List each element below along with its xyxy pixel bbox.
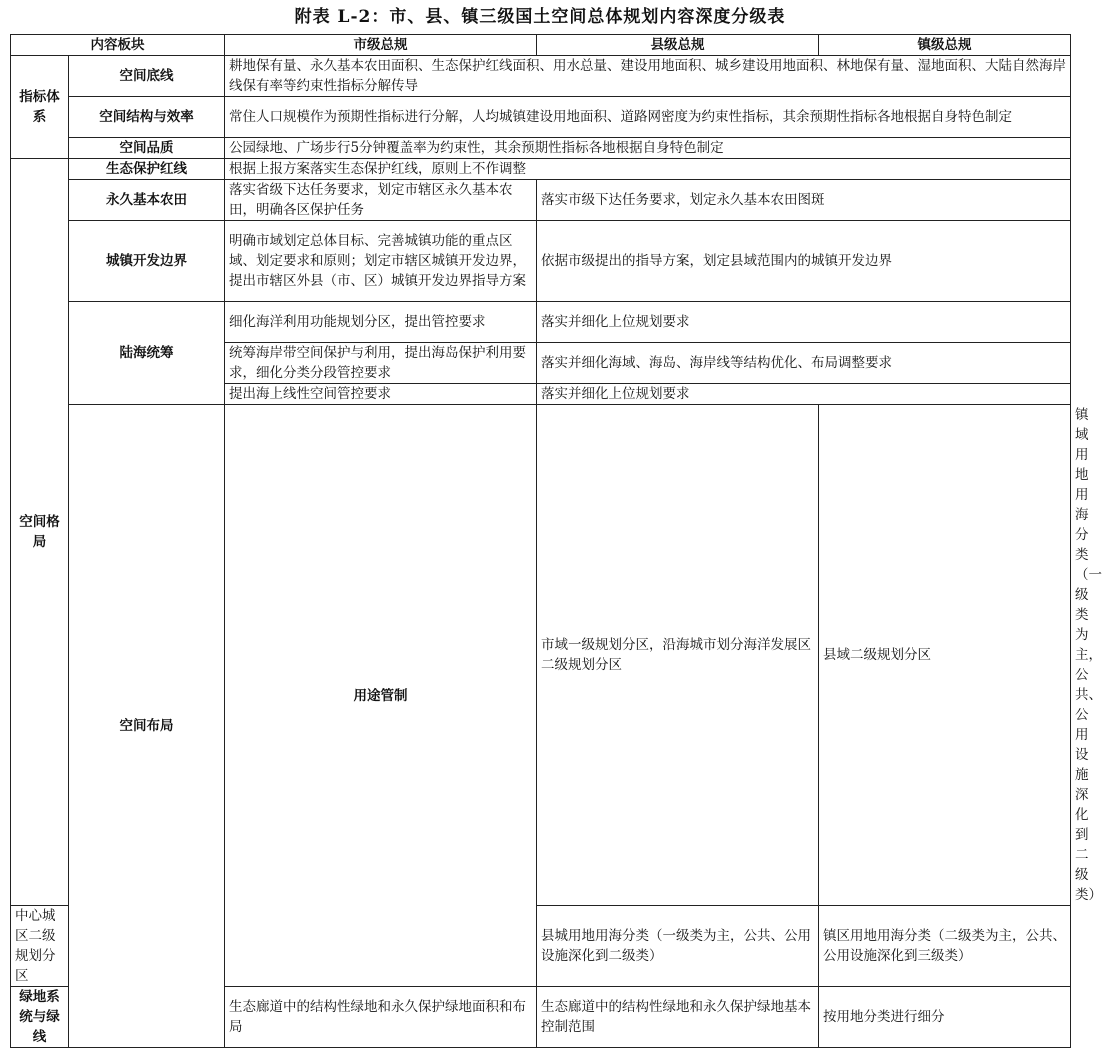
row-county-land-sea-3: 落实并细化上位规划要求 <box>537 384 1071 405</box>
table-row <box>11 221 1071 302</box>
row-text-space-bottomline: 耕地保有量、永久基本农田面积、生态保护红线面积、用水总量、建设用地面积、城乡建设用地面积、林地保有量、湿地面积、大陆自然海岸线保有率等约束性指标分解传导 <box>225 56 1071 97</box>
row-county-land-sea-1: 落实并细化上位规划要求 <box>537 302 1071 343</box>
row-county-use-control-1: 县域二级规划分区 <box>819 405 1071 906</box>
row-town-green-system: 按用地分类进行细分 <box>819 987 1071 1048</box>
header-content: 内容板块 <box>11 35 225 56</box>
planning-content-table <box>10 34 1102 1048</box>
category-layout: 空间布局 <box>69 405 225 1048</box>
table-row <box>11 159 1071 180</box>
row-label-urban-boundary: 城镇开发边界 <box>69 221 225 302</box>
row-county-urban-boundary: 依据市级提出的指导方案，划定县域范围内的城镇开发边界 <box>537 221 1071 302</box>
header-city: 市级总规 <box>225 35 537 56</box>
table-row <box>11 302 1071 343</box>
row-city-farmland: 落实省级下达任务要求，划定市辖区永久基本农田，明确各区保护任务 <box>225 180 537 221</box>
table-row <box>11 180 1071 221</box>
table-row <box>11 138 1071 159</box>
row-label-space-structure: 空间结构与效率 <box>69 97 225 138</box>
row-city-use-control-1: 市域一级规划分区，沿海城市划分海洋发展区二级规划分区 <box>537 405 819 906</box>
table-row <box>11 56 1071 97</box>
row-label-ecological-redline: 生态保护红线 <box>69 159 225 180</box>
row-city-land-sea-3: 提出海上线性空间管控要求 <box>225 384 537 405</box>
row-text-ecological-redline: 根据上报方案落实生态保护红线，原则上不作调整 <box>225 159 1071 180</box>
row-city-green-system: 生态廊道中的结构性绿地和永久保护绿地面积和布局 <box>225 987 537 1048</box>
header-county: 县级总规 <box>537 35 819 56</box>
header-town: 镇级总规 <box>819 35 1071 56</box>
row-city-use-control-2: 中心城区二级规划分区 <box>11 906 69 987</box>
category-indicator: 指标体系 <box>11 56 69 159</box>
table-row: 空间布局 用途管制 市域一级规划分区，沿海城市划分海洋发展区二级规划分区 县域二级规划分区 镇域用地用海分类（一级类为主，公共、公用设施深化到二级类） <box>11 405 1071 906</box>
row-label-space-bottomline: 空间底线 <box>69 56 225 97</box>
row-county-farmland: 落实市级下达任务要求，划定永久基本农田图斑 <box>537 180 1071 221</box>
row-text-space-structure: 常住人口规模作为预期性指标进行分解，人均城镇建设用地面积、道路网密度为约束性指标，其余预期性指标各地根据自身特色制定 <box>225 97 1071 138</box>
row-city-land-sea-1: 细化海洋利用功能规划分区，提出管控要求 <box>225 302 537 343</box>
row-city-land-sea-2: 统筹海岸带空间保护与利用，提出海岛保护利用要求，细化分类分段管控要求 <box>225 343 537 384</box>
row-text-space-quality: 公园绿地、广场步行5分钟覆盖率为约束性，其余预期性指标各地根据自身特色制定 <box>225 138 1071 159</box>
row-label-space-quality: 空间品质 <box>69 138 225 159</box>
row-label-land-sea: 陆海统筹 <box>69 302 225 405</box>
page-title: 附表 L-2：市、县、镇三级国土空间总体规划内容深度分级表 <box>294 7 786 27</box>
row-county-use-control-2: 县城用地用海分类（一级类为主，公共、公用设施深化到二级类） <box>537 906 819 987</box>
row-county-land-sea-2: 落实并细化海域、海岛、海岸线等结构优化、布局调整要求 <box>537 343 1071 384</box>
row-label-green-system: 绿地系统与绿线 <box>11 987 69 1048</box>
row-town-use-control-2: 镇区用地用海分类（二级类为主，公共、公用设施深化到三级类） <box>819 906 1071 987</box>
row-label-use-control: 用途管制 <box>225 405 537 987</box>
row-label-farmland: 永久基本农田 <box>69 180 225 221</box>
table-header-row <box>11 35 1071 56</box>
category-pattern: 空间格局 <box>11 159 69 906</box>
row-county-green-system: 生态廊道中的结构性绿地和永久保护绿地基本控制范围 <box>537 987 819 1048</box>
row-city-urban-boundary: 明确市域划定总体目标、完善城镇功能的重点区域、划定要求和原则；划定市辖区城镇开发边界，提出市辖区外县（市、区）城镇开发边界指导方案 <box>225 221 537 302</box>
table-row <box>11 97 1071 138</box>
